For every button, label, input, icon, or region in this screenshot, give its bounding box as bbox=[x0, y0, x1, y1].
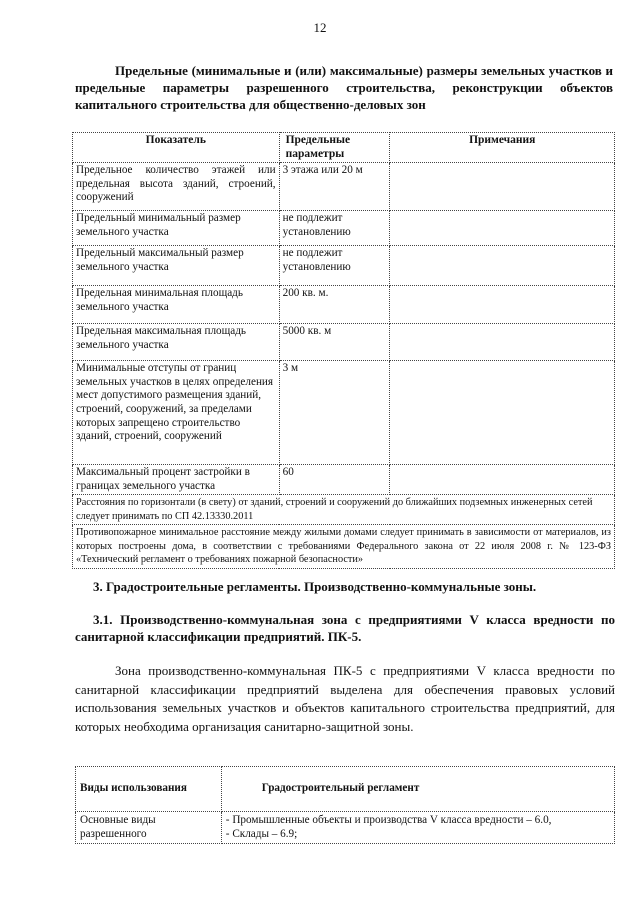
page-number: 12 bbox=[313, 20, 327, 35]
section-3-heading bbox=[75, 578, 615, 595]
header-params: Предельные параметры bbox=[279, 133, 390, 163]
usage-items-cell bbox=[221, 812, 614, 844]
section-3-heading-text: 3. Градостроительные регламенты. Производственно-коммунальные зоны. bbox=[93, 579, 537, 594]
zone-description-text: Зона производственно-коммунальная ПК-5 с предприятиями V класса вредности по санитарной классификации предприятий выделена для обеспечения правовых условий использования земельных участков и объектов капитального строительства предприятий, для которых необходима организация санитарно-защитной зоны. bbox=[75, 663, 615, 734]
note-cell bbox=[390, 324, 615, 361]
table-row bbox=[73, 246, 615, 286]
footnote-fire-distance: Противопожарное минимальное расстояние между жилыми домами следует принимать в зависимости от материалов, из которых построены дома, в соответствии с требованиями Федерального закона от 22 июля 2008 г. № 123-ФЗ «Технический регламент о требованиях пожарной безопасности» bbox=[73, 525, 615, 569]
zone-description bbox=[75, 662, 615, 736]
limits-table bbox=[72, 132, 615, 569]
footnote-row bbox=[73, 495, 615, 525]
table-row bbox=[73, 324, 615, 361]
param-cell: не подлежит установлению bbox=[279, 246, 390, 286]
indicator-cell: Предельная минимальная площадь земельного участка bbox=[73, 286, 280, 324]
header-indicator: Показатель bbox=[73, 133, 280, 163]
header-regulation: Градостроительный регламент bbox=[221, 767, 614, 812]
note-cell bbox=[390, 361, 615, 465]
table-row bbox=[76, 812, 615, 844]
param-cell: 3 этажа или 20 м bbox=[279, 163, 390, 211]
param-cell: 5000 кв. м bbox=[279, 324, 390, 361]
table-row bbox=[73, 465, 615, 495]
indicator-cell: Предельная максимальная площадь земельного участка bbox=[73, 324, 280, 361]
indicator-cell: Предельный минимальный размер земельного участка bbox=[73, 211, 280, 246]
list-item: - Промышленные объекты и производства V класса вредности – 6.0, bbox=[225, 814, 552, 826]
note-cell bbox=[390, 246, 615, 286]
header-notes: Примечания bbox=[390, 133, 615, 163]
indicator-cell: Предельный максимальный размер земельного участка bbox=[73, 246, 280, 286]
footnote-row bbox=[73, 525, 615, 569]
section-title-text: Предельные (минимальные и (или) максимальные) размеры земельных участков и предельные параметры разрешенного строительства, реконструкции объектов капитального строительства для общественно-деловых зон bbox=[75, 63, 613, 112]
regulation-table bbox=[75, 766, 615, 844]
footnote-setbacks: Расстояния по горизонтали (в свету) от зданий, строений и сооружений до ближайших подземных инженерных сетей следует принимать по СП 42.13330.2011 bbox=[73, 495, 615, 525]
indicator-cell: Предельное количество этажей или предельная высота зданий, строений, сооружений bbox=[73, 163, 280, 211]
header-usage-types: Виды использования bbox=[76, 767, 222, 812]
table-row bbox=[73, 163, 615, 211]
note-cell bbox=[390, 163, 615, 211]
note-cell bbox=[390, 286, 615, 324]
table-row bbox=[73, 361, 615, 465]
table-header-row bbox=[76, 767, 615, 812]
table-row bbox=[73, 211, 615, 246]
note-cell bbox=[390, 465, 615, 495]
table-row bbox=[73, 286, 615, 324]
note-cell bbox=[390, 211, 615, 246]
param-cell: 60 bbox=[279, 465, 390, 495]
param-cell: не подлежит установлению bbox=[279, 211, 390, 246]
param-cell: 3 м bbox=[279, 361, 390, 465]
section-title bbox=[75, 62, 613, 113]
section-3-1-heading-text: 3.1. Производственно-коммунальная зона с предприятиями V класса вредности по санитарной классификации предприятий. ПК-5. bbox=[75, 612, 615, 644]
indicator-cell: Максимальный процент застройки в границах земельного участка bbox=[73, 465, 280, 495]
section-3-1-heading bbox=[75, 611, 615, 645]
table-header-row bbox=[73, 133, 615, 163]
usage-label-cell: Основные виды разрешенного bbox=[76, 812, 222, 844]
param-cell: 200 кв. м. bbox=[279, 286, 390, 324]
indicator-cell: Минимальные отступы от границ земельных участков в целях определения мест допустимого размещения зданий, строений, сооружений, за пределами которых запрещено строительство зданий, строений, сооружений bbox=[73, 361, 280, 465]
list-item: - Склады – 6.9; bbox=[225, 827, 298, 840]
